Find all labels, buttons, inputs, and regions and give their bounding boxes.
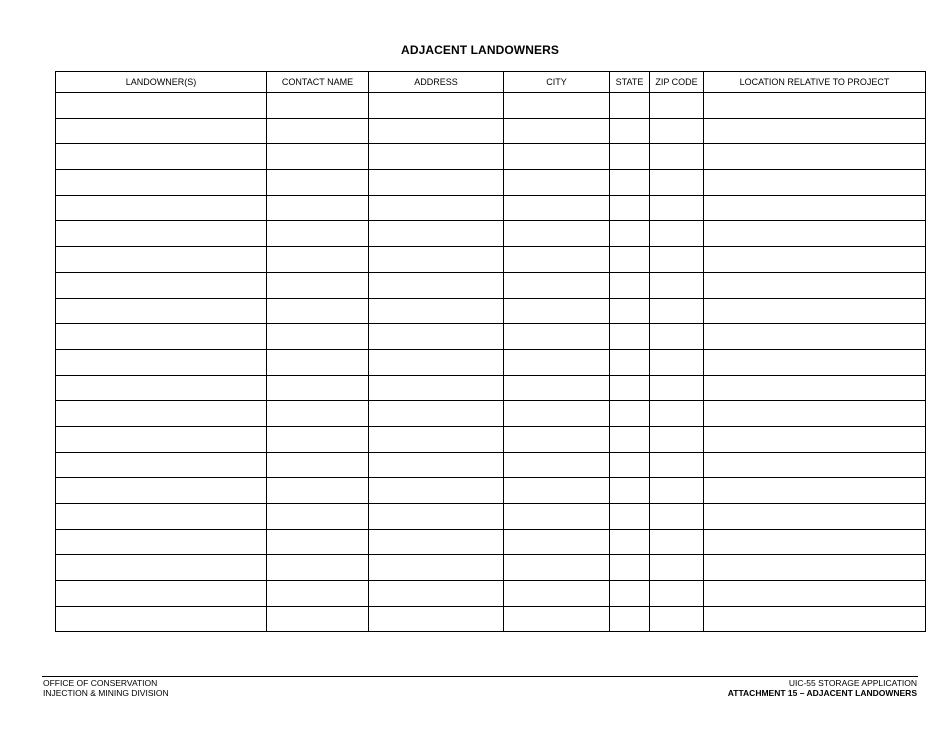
table-cell[interactable]	[56, 170, 267, 196]
table-cell[interactable]	[704, 606, 926, 632]
table-cell[interactable]	[610, 93, 650, 119]
table-cell[interactable]	[267, 195, 369, 221]
table-cell[interactable]	[56, 221, 267, 247]
table-cell[interactable]	[267, 93, 369, 119]
column-header-zip-code: ZIP CODE	[650, 72, 704, 93]
table-cell[interactable]	[267, 478, 369, 504]
column-header-address: ADDRESS	[369, 72, 504, 93]
table-cell[interactable]	[610, 375, 650, 401]
table-cell[interactable]	[369, 504, 504, 530]
table-cell[interactable]	[56, 581, 267, 607]
table-cell[interactable]	[56, 478, 267, 504]
table-cell[interactable]	[504, 349, 610, 375]
column-header-contact-name: CONTACT NAME	[267, 72, 369, 93]
table-cell[interactable]	[369, 452, 504, 478]
table-row	[56, 93, 926, 119]
table-cell[interactable]	[650, 144, 704, 170]
table-cell[interactable]	[369, 349, 504, 375]
table-cell[interactable]	[650, 452, 704, 478]
table-cell[interactable]	[704, 401, 926, 427]
table-cell[interactable]	[610, 195, 650, 221]
table-cell[interactable]	[504, 375, 610, 401]
table-cell[interactable]	[369, 324, 504, 350]
table-cell[interactable]	[56, 118, 267, 144]
table-cell[interactable]	[704, 324, 926, 350]
table-cell[interactable]	[369, 375, 504, 401]
table-row	[56, 195, 926, 221]
table-cell[interactable]	[56, 555, 267, 581]
table-row	[56, 349, 926, 375]
table-cell[interactable]	[704, 144, 926, 170]
table-cell[interactable]	[56, 349, 267, 375]
table-cell[interactable]	[504, 118, 610, 144]
table-cell[interactable]	[504, 298, 610, 324]
table-cell[interactable]	[610, 555, 650, 581]
table-cell[interactable]	[267, 581, 369, 607]
table-cell[interactable]	[650, 298, 704, 324]
table-cell[interactable]	[267, 247, 369, 273]
table-cell[interactable]	[610, 221, 650, 247]
table-cell[interactable]	[650, 581, 704, 607]
table-cell[interactable]	[369, 170, 504, 196]
table-cell[interactable]	[650, 170, 704, 196]
table-cell[interactable]	[704, 375, 926, 401]
table-header-row	[56, 72, 926, 93]
table-cell[interactable]	[267, 375, 369, 401]
table-cell[interactable]	[56, 195, 267, 221]
table-cell[interactable]	[56, 272, 267, 298]
table-cell[interactable]	[504, 581, 610, 607]
footer-left	[43, 678, 169, 698]
table-cell[interactable]	[504, 324, 610, 350]
table-cell[interactable]	[610, 349, 650, 375]
table-cell[interactable]	[504, 272, 610, 298]
table-row	[56, 144, 926, 170]
table-cell[interactable]	[610, 606, 650, 632]
table-cell[interactable]	[704, 349, 926, 375]
table-row	[56, 118, 926, 144]
table-cell[interactable]	[369, 401, 504, 427]
footer-application: UIC-55 STORAGE APPLICATION	[788, 678, 917, 688]
table-cell[interactable]	[610, 452, 650, 478]
table-cell[interactable]	[56, 452, 267, 478]
table-row	[56, 247, 926, 273]
table-cell[interactable]	[704, 478, 926, 504]
table-cell[interactable]	[650, 401, 704, 427]
table-cell[interactable]	[610, 581, 650, 607]
table-cell[interactable]	[704, 221, 926, 247]
table-cell[interactable]	[704, 452, 926, 478]
table-cell[interactable]	[610, 272, 650, 298]
table-cell[interactable]	[56, 529, 267, 555]
table-cell[interactable]	[504, 170, 610, 196]
table-cell[interactable]	[504, 195, 610, 221]
table-cell[interactable]	[369, 144, 504, 170]
table-cell[interactable]	[610, 118, 650, 144]
table-cell[interactable]	[650, 221, 704, 247]
table-cell[interactable]	[704, 195, 926, 221]
table-cell[interactable]	[56, 298, 267, 324]
table-row	[56, 401, 926, 427]
table-cell[interactable]	[650, 195, 704, 221]
table-cell[interactable]	[267, 144, 369, 170]
table-cell[interactable]	[369, 606, 504, 632]
table-cell[interactable]	[704, 298, 926, 324]
table-row	[56, 375, 926, 401]
table-cell[interactable]	[267, 118, 369, 144]
table-row	[56, 324, 926, 350]
table-row	[56, 298, 926, 324]
table-row	[56, 581, 926, 607]
table-cell[interactable]	[704, 272, 926, 298]
column-header-landowners: LANDOWNER(S)	[56, 72, 267, 93]
table-cell[interactable]	[650, 247, 704, 273]
table-cell[interactable]	[610, 247, 650, 273]
table-cell[interactable]	[504, 529, 610, 555]
table-cell[interactable]	[610, 426, 650, 452]
table-cell[interactable]	[650, 555, 704, 581]
table-cell[interactable]	[504, 606, 610, 632]
table-body	[56, 93, 926, 632]
table-cell[interactable]	[650, 606, 704, 632]
table-cell[interactable]	[650, 375, 704, 401]
table-cell[interactable]	[650, 118, 704, 144]
table-cell[interactable]	[504, 504, 610, 530]
table-cell[interactable]	[610, 298, 650, 324]
footer-office: OFFICE OF CONSERVATION	[43, 678, 158, 688]
table-cell[interactable]	[504, 247, 610, 273]
table-cell[interactable]	[369, 529, 504, 555]
table-cell[interactable]	[610, 401, 650, 427]
table-cell[interactable]	[267, 170, 369, 196]
table-cell[interactable]	[610, 170, 650, 196]
table-cell[interactable]	[56, 426, 267, 452]
table-cell[interactable]	[56, 606, 267, 632]
table-cell[interactable]	[704, 247, 926, 273]
column-header-city: CITY	[504, 72, 610, 93]
table-cell[interactable]	[704, 555, 926, 581]
table-cell[interactable]	[56, 504, 267, 530]
footer-right	[728, 678, 917, 698]
table-cell[interactable]	[369, 555, 504, 581]
table-cell[interactable]	[267, 452, 369, 478]
table-cell[interactable]	[56, 401, 267, 427]
table-cell[interactable]	[650, 529, 704, 555]
table-cell[interactable]	[267, 324, 369, 350]
page-title: ADJACENT LANDOWNERS	[401, 43, 559, 57]
table-cell[interactable]	[369, 118, 504, 144]
table-cell[interactable]	[56, 375, 267, 401]
table-cell[interactable]	[369, 247, 504, 273]
column-header-location: LOCATION RELATIVE TO PROJECT	[704, 72, 926, 93]
table-cell[interactable]	[610, 529, 650, 555]
table-cell[interactable]	[650, 478, 704, 504]
table-cell[interactable]	[504, 555, 610, 581]
table-cell[interactable]	[369, 478, 504, 504]
table-cell[interactable]	[650, 93, 704, 119]
table-cell[interactable]	[369, 426, 504, 452]
table-cell[interactable]	[704, 581, 926, 607]
table-cell[interactable]	[267, 606, 369, 632]
table-cell[interactable]	[267, 272, 369, 298]
table-row	[56, 555, 926, 581]
table-cell[interactable]	[504, 93, 610, 119]
table-cell[interactable]	[267, 401, 369, 427]
table-cell[interactable]	[704, 118, 926, 144]
table-cell[interactable]	[369, 272, 504, 298]
table-cell[interactable]	[504, 401, 610, 427]
table-row	[56, 478, 926, 504]
table-cell[interactable]	[610, 144, 650, 170]
table-cell[interactable]	[267, 298, 369, 324]
table-row	[56, 504, 926, 530]
table-cell[interactable]	[504, 221, 610, 247]
table-cell[interactable]	[369, 581, 504, 607]
table-cell[interactable]	[369, 195, 504, 221]
table-cell[interactable]	[704, 504, 926, 530]
table-cell[interactable]	[267, 555, 369, 581]
table-cell[interactable]	[56, 247, 267, 273]
table-row	[56, 221, 926, 247]
table-row	[56, 272, 926, 298]
table-cell[interactable]	[267, 426, 369, 452]
table-cell[interactable]	[650, 324, 704, 350]
footer-divider	[42, 676, 918, 677]
table-cell[interactable]	[704, 93, 926, 119]
table-cell[interactable]	[650, 426, 704, 452]
table-cell[interactable]	[369, 221, 504, 247]
table-cell[interactable]	[504, 144, 610, 170]
table-cell[interactable]	[369, 298, 504, 324]
table-cell[interactable]	[369, 93, 504, 119]
table-cell[interactable]	[56, 144, 267, 170]
table-cell[interactable]	[650, 504, 704, 530]
table-cell[interactable]	[504, 452, 610, 478]
table-cell[interactable]	[704, 170, 926, 196]
table-cell[interactable]	[610, 324, 650, 350]
table-row	[56, 529, 926, 555]
table-cell[interactable]	[504, 478, 610, 504]
table-cell[interactable]	[610, 504, 650, 530]
footer-attachment: ATTACHMENT 15 – ADJACENT LANDOWNERS	[727, 688, 917, 698]
table-row	[56, 452, 926, 478]
table-cell[interactable]	[267, 221, 369, 247]
table-cell[interactable]	[56, 93, 267, 119]
table-cell[interactable]	[610, 478, 650, 504]
table-cell[interactable]	[704, 426, 926, 452]
table-cell[interactable]	[56, 324, 267, 350]
table-row	[56, 426, 926, 452]
table-cell[interactable]	[504, 426, 610, 452]
table-cell[interactable]	[267, 529, 369, 555]
footer-division: INJECTION & MINING DIVISION	[43, 688, 169, 698]
table-row	[56, 170, 926, 196]
table-cell[interactable]	[267, 504, 369, 530]
table-cell[interactable]	[650, 349, 704, 375]
column-header-state: STATE	[610, 72, 650, 93]
table-row	[56, 606, 926, 632]
landowners-table	[55, 71, 926, 632]
table-cell[interactable]	[267, 349, 369, 375]
table-cell[interactable]	[650, 272, 704, 298]
table-cell[interactable]	[704, 529, 926, 555]
